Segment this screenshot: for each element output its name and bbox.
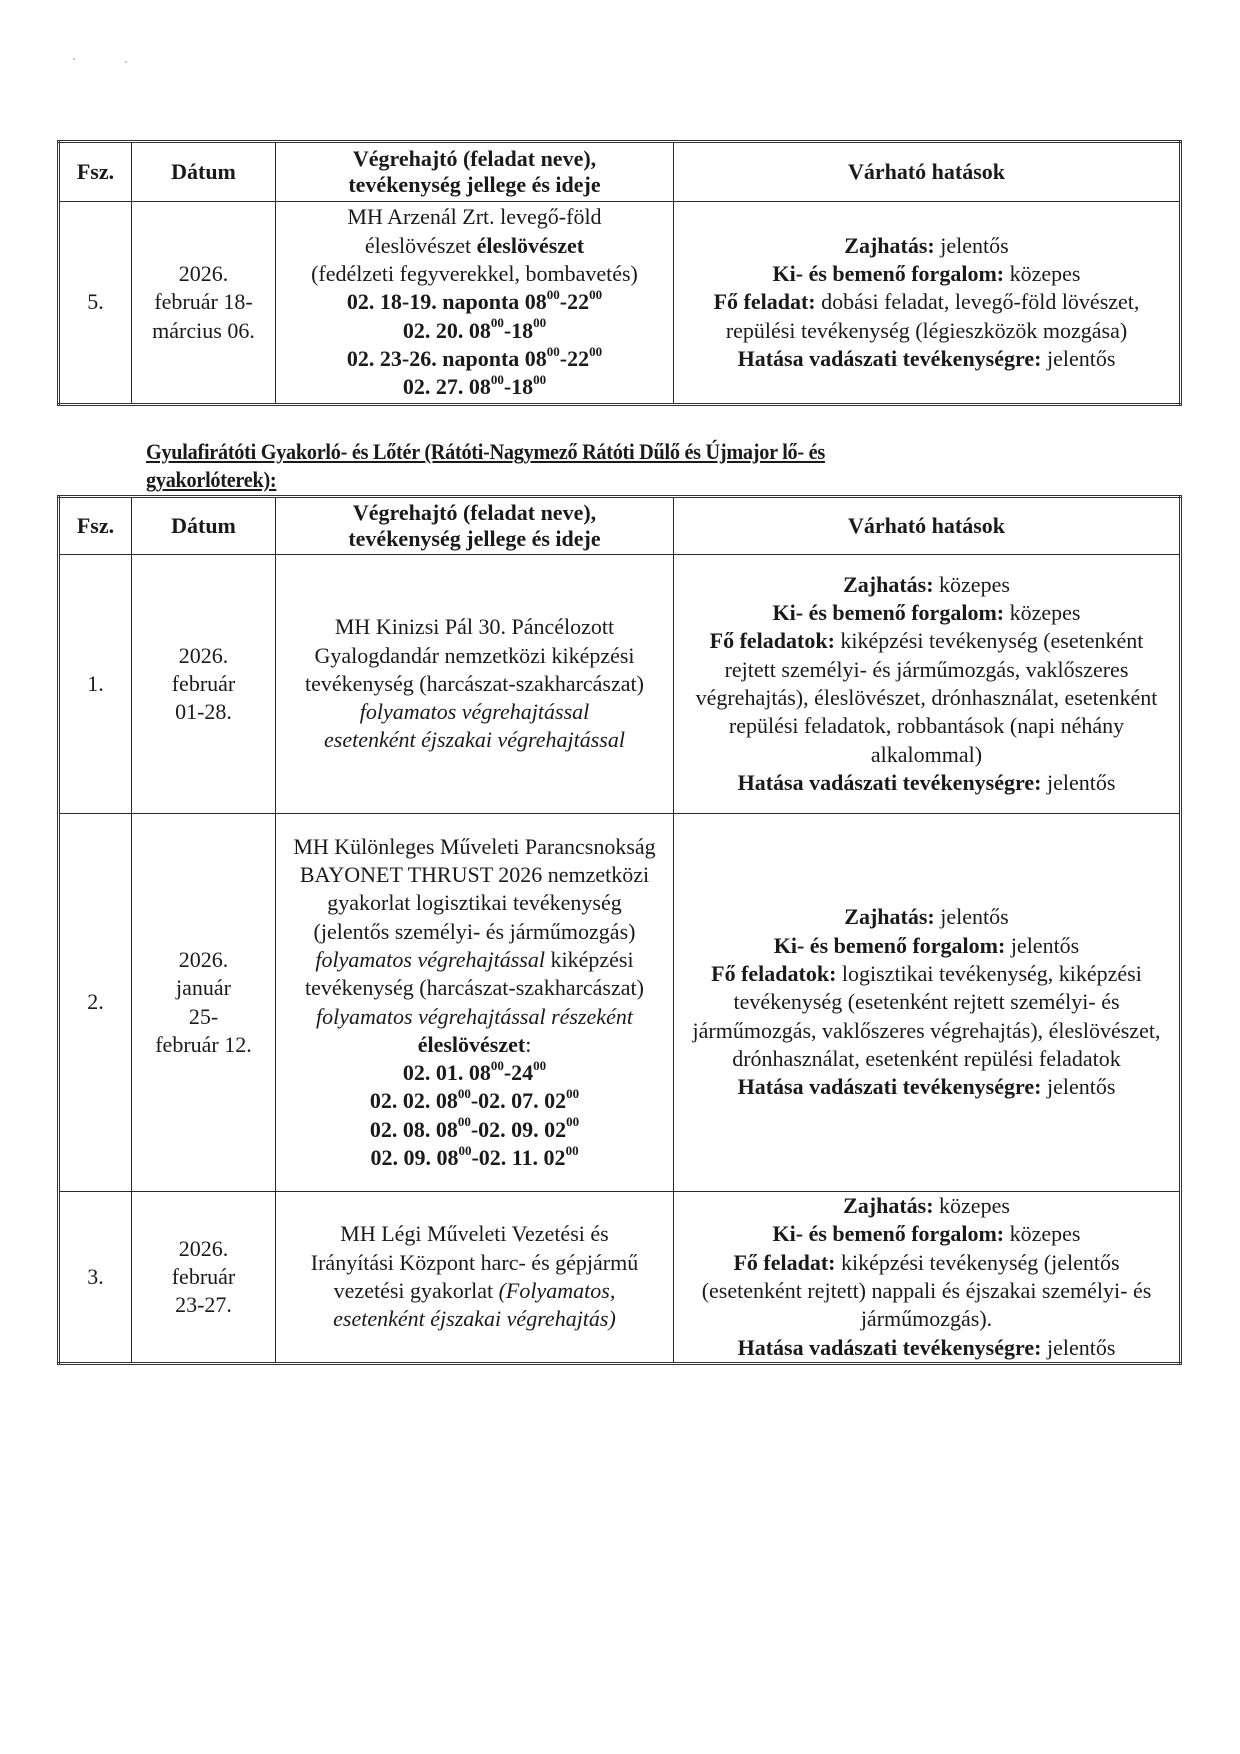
row-activity <box>276 1192 674 1364</box>
scan-artifact <box>125 61 127 63</box>
table-row <box>59 555 1181 814</box>
time-line: 02. 27. $08^{00}-18^{00}$ <box>402 371 547 400</box>
effect-traffic: Ki- és bemenő forgalom: közepes <box>772 261 1081 287</box>
row-effects <box>674 1192 1181 1364</box>
header-vegrehajto-line1: Végrehajtó (feladat neve), <box>352 500 597 525</box>
effect-noise: Zajhatás: jelentős <box>844 232 1009 258</box>
date-line: február <box>171 1263 236 1289</box>
header-datum: Dátum <box>132 142 276 202</box>
time-line: 02. 20. $08^{00}-18^{00}$ <box>402 315 547 343</box>
row-date <box>132 814 276 1192</box>
row-date <box>132 1192 276 1364</box>
activity-italic-line: esetenként éjszakai végrehajtással <box>324 727 625 753</box>
effect-traffic: Ki- és bemenő forgalom: jelentős <box>773 932 1080 958</box>
row-date <box>132 555 276 814</box>
date-line: 25- <box>188 1003 219 1029</box>
time-line: 02. 08. $08^{00}-02$. 09. $02^{00}$ <box>369 1114 580 1142</box>
time-line: 02. 01. $08^{00}-24^{00}$ <box>402 1057 547 1086</box>
live-fire-label: éleslövészet: <box>417 1031 532 1057</box>
date-line: 23-27. <box>175 1292 232 1318</box>
scan-artifact <box>73 58 75 60</box>
effect-hunting: Hatása vadászati tevékenységre: jelentős <box>737 345 1116 371</box>
date-line: 2026. <box>178 946 229 972</box>
row-activity <box>276 202 674 405</box>
activity-italic-line: folyamatos végrehajtással <box>359 699 590 725</box>
header-hatasok: Várható hatások <box>674 497 1181 555</box>
activity-paragraph: MH Légi Műveleti Vezetési és Irányítási Központ harc- és gépjármű vezetési gyakorlat (Folyamatos, esetenként éjszakai végrehajtás) <box>310 1221 639 1332</box>
activity-paragraph: MH Különleges Műveleti Parancsnokság BAYONET THRUST 2026 nemzetközi gyakorlat logisztikai tevékenység (jelentős személyi- és járműmozgás) folyamatos végrehajtással kiképzési tevékenység (harcászat-szakharcászat) folyamatos végrehajtással részeként <box>293 833 656 1029</box>
date-line: február 12. <box>155 1031 252 1057</box>
time-line: 02. 02. $08^{00}-02$. 07. $02^{00}$ <box>369 1086 580 1114</box>
header-fsz: Fsz. <box>59 142 132 202</box>
effect-noise: Zajhatás: jelentős <box>844 904 1009 930</box>
section-heading-line1: Gyulafirátóti Gyakorló- és Lőtér (Rátóti-Nagymező Rátóti Dűlő és Újmajor lő- és <box>146 439 825 464</box>
activity-line: MH Kinizsi Pál 30. Páncélozott <box>334 614 615 640</box>
table-row <box>59 202 1181 405</box>
effect-hunting: Hatása vadászati tevékenységre: jelentős <box>737 1074 1116 1100</box>
header-fsz: Fsz. <box>59 497 132 555</box>
date-line: március 06. <box>152 317 255 343</box>
effect-main-task: Fő feladat: dobási feladat, levegő-föld lövészet, repülési tevékenység (légieszközök mozgása) <box>713 289 1140 343</box>
time-line: 02. 18-19. naponta $08^{00}-22^{00}$ <box>346 287 603 315</box>
table-header-row <box>59 142 1181 202</box>
table-header-row <box>59 497 1181 555</box>
section-heading <box>146 438 974 494</box>
header-vegrehajto <box>276 142 674 202</box>
effect-noise: Zajhatás: közepes <box>843 1193 1010 1219</box>
header-vegrehajto <box>276 497 674 555</box>
table-row <box>59 1192 1181 1364</box>
row-number: 1. <box>59 555 132 814</box>
table-row <box>59 814 1181 1192</box>
section-heading-line2: gyakorlóterek): <box>146 467 277 492</box>
effect-main-task: Fő feladat: kiképzési tevékenység (jelentős (esetenként rejtett) nappali és éjszakai személyi- és járműmozgás). <box>701 1249 1152 1332</box>
row-effects <box>674 555 1181 814</box>
row-number: 2. <box>59 814 132 1192</box>
header-datum: Dátum <box>132 497 276 555</box>
header-vegrehajto-line1: Végrehajtó (feladat neve), <box>352 146 597 171</box>
date-line: 01-28. <box>175 699 232 725</box>
activity-bold-text: éleslövészet <box>476 232 585 258</box>
activity-line <box>280 232 669 260</box>
date-line: február 18- <box>154 289 253 315</box>
effect-hunting: Hatása vadászati tevékenységre: jelentős <box>737 1334 1116 1360</box>
activity-line: (fedélzeti fegyverekkel, bombavetés) <box>311 261 638 287</box>
header-hatasok: Várható hatások <box>674 142 1181 202</box>
row-activity <box>276 814 674 1192</box>
header-vegrehajto-line2: tevékenység jellege és ideje <box>348 172 601 197</box>
effect-hunting: Hatása vadászati tevékenységre: jelentős <box>737 769 1116 795</box>
row-number: 5. <box>59 202 132 405</box>
effect-noise: Zajhatás: közepes <box>843 571 1010 597</box>
date-line: január <box>176 975 231 1001</box>
date-line: 2026. <box>178 1235 229 1261</box>
schedule-table-continued <box>57 140 1182 406</box>
row-number: 3. <box>59 1192 132 1364</box>
activity-text: éleslövészet <box>364 232 477 258</box>
time-line: 02. 09. $08^{00}-02$. 11. $02^{00}$ <box>370 1142 579 1170</box>
effect-main-task: Fő feladatok: kiképzési tevékenység (esetenként rejtett személyi- és járműmozgás, vaklőszeres végrehajtás), éleslövészet, drónhasználat, esetenként repülési feladatok, robbantások (napi néhány alkalommal) <box>695 628 1158 767</box>
row-activity <box>276 555 674 814</box>
date-line: 2026. <box>178 261 229 287</box>
effect-traffic: Ki- és bemenő forgalom: közepes <box>772 600 1081 626</box>
time-line: 02. 23-26. naponta $08^{00}-22^{00}$ <box>346 343 603 371</box>
row-effects <box>674 814 1181 1192</box>
date-line: 2026. <box>178 642 229 668</box>
activity-line: Gyalogdandár nemzetközi kiképzési <box>314 642 635 668</box>
activity-line: tevékenység (harcászat-szakharcászat) <box>305 670 644 696</box>
row-effects <box>674 202 1181 405</box>
row-date <box>132 202 276 405</box>
date-line: február <box>171 670 236 696</box>
effect-main-task: Fő feladatok: logisztikai tevékenység, kiképzési tevékenység (esetenként rejtett személyi- és járműmozgás, vaklőszeres végrehajtás), éleslövészet, drónhasználat, esetenként repülési feladatok <box>692 961 1161 1071</box>
activity-line: MH Arzenál Zrt. levegő-föld <box>347 204 602 230</box>
effect-traffic: Ki- és bemenő forgalom: közepes <box>772 1221 1081 1247</box>
header-vegrehajto-line2: tevékenység jellege és ideje <box>348 526 601 551</box>
schedule-table-gyulafiratot <box>57 495 1182 1365</box>
